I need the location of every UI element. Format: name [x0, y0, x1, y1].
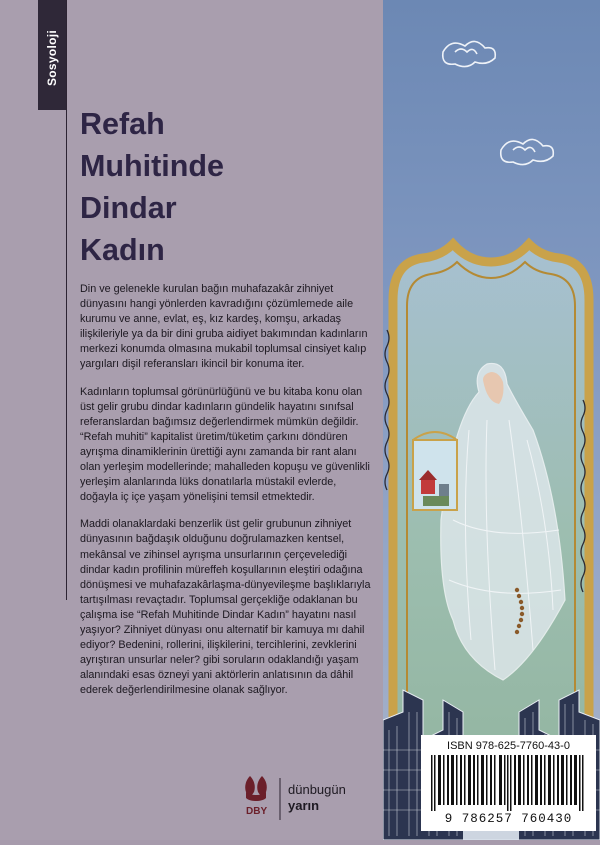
title-line: Refah — [80, 107, 165, 141]
illustration-artwork — [383, 0, 600, 840]
title-line: Muhitinde — [80, 149, 224, 183]
barcode-digits: 9 786257 760430 — [444, 812, 573, 826]
blurb-paragraph: Din ve gelenekle kurulan bağın muhafazakâr zihniyet dünyasını hangi yönlerden kavradığını çözümlemede aile kurumu ve anne, evlat, eş, kız kardeş, komşu, arkadaş ilişkileriyle ya da bir dini gruba aidiyet bakımından kadınların merkezi konumda olmasına mukabil toplumsal cinsiyet kalıp yargıları dişil referansları ikincil bir konuma iter. — [80, 283, 368, 371]
title-line: Kadın — [80, 233, 165, 267]
blurb-paragraph: Maddi olanaklardaki benzerlik üst gelir grubunun zihniyet dünyasının bağdaşık olduğunu doğrulamazken kentsel, mekânsal ve zihinsel ayrışma unsurlarının çerçevelediği dindar kadın profilinin müreffeh koşullarının eleştiri odağına dönüşmesi ve muhafazakârlaşma-dünyevileşme başlıklarıyla tartışılması revaçtadır. Toplumsal gerçekliğe odaklanan bu çalışma ise “Refah Muhitinde Dindar Kadın” hayatını nasıl yaşıyor? Zihniyet dünyası onu alternatif bir kamuya mı dahil ediyor? Bedenini, rollerini, ilişkilerini, tercihlerini, zevklerini ayrıştıran unsurlar neler? gibi soruların odaklandığı yaşam alanındaki esas özneyi yani aktörlerin anlatısının da dâhil ederek değerlendirilmesine olanak sağlıyor. — [80, 518, 371, 697]
cover-illustration — [383, 0, 600, 840]
publisher-logo-text: DBY — [246, 806, 268, 817]
title-line: Dindar — [80, 191, 177, 225]
house-model-icon — [413, 432, 457, 510]
category-label: Sosyoloji — [45, 29, 59, 87]
book-title — [80, 103, 224, 271]
publisher-logo-icon — [236, 770, 376, 832]
blurb-paragraph: Kadınların toplumsal görünürlüğünü ve bu kitaba konu olan üst gelir grubu dindar kadınların gündelik hayatını sınıfsal referanslardan bağımsız değerlendirmek mümkün değildir. “Refah muhiti” kapitalist üretim/tüketim çarkını döndüren ayrışma dinamiklerinin ürettiği aynı zamanda bir rant alanı olan yerleşim modellerinde; mahalleden kopuşu ve güvenlikli yerleşim alanlarında lüks donatılarla müstakil evlerde, doğayla iç içe yaşam yönelişini temsil etmektedir. — [80, 385, 370, 504]
blurb — [80, 282, 372, 710]
publisher-name-line2: yarın — [288, 798, 320, 813]
publisher-logos — [236, 770, 376, 832]
publisher-name-line1: dünbugün — [288, 782, 346, 797]
isbn-text: ISBN 978-625-7760-43-0 — [447, 740, 570, 752]
barcode-icon — [429, 755, 588, 811]
barcode-label — [421, 735, 596, 831]
vertical-rule — [66, 0, 67, 600]
category-label-box — [38, 0, 66, 110]
